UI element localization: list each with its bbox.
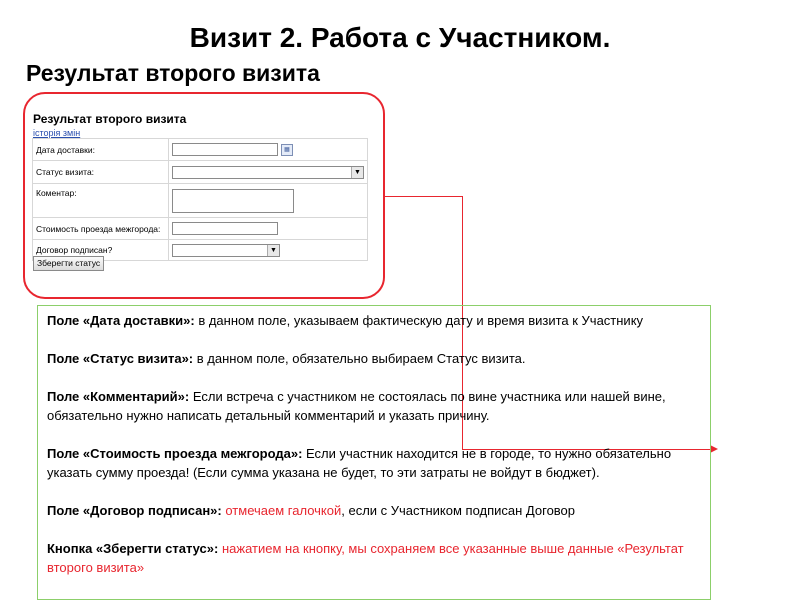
- field-label: Стоимость проезда межгорода:: [33, 218, 169, 240]
- form-title: Результат второго визита: [33, 112, 187, 126]
- history-link[interactable]: історія змін: [33, 128, 81, 138]
- chevron-down-icon: ▼: [267, 245, 279, 256]
- form-row-delivery-date: [33, 139, 368, 161]
- description-item: Кнопка «Зберегти статус»: нажатием на кнопку, мы сохраняем все указанные выше данные «Результат второго визита»: [47, 541, 684, 575]
- form-row-travel-cost: [33, 218, 368, 240]
- arrow-head-icon: [710, 445, 718, 453]
- chevron-down-icon: ▼: [351, 167, 363, 178]
- description-item: Поле «Дата доставки»: в данном поле, указываем фактическую дату и время визита к Участнику: [47, 313, 644, 328]
- form-row-visit-status: [33, 161, 368, 184]
- form-table: [32, 138, 368, 261]
- description-item: Поле «Договор подписан»: отмечаем галочкой, если с Участником подписан Договор: [47, 503, 576, 518]
- description-item: Поле «Стоимость проезда межгорода»: Если участник находится не в городе, то нужно обязательно указать сумму проезда! (Если сумма указана не будет, то эти затраты не войдут в бюджет).: [47, 446, 672, 480]
- calendar-icon[interactable]: ▦: [281, 144, 293, 156]
- form-row-comment: [33, 184, 368, 218]
- description-box: [37, 305, 711, 600]
- slide-title: Визит 2. Работа с Участником.: [189, 22, 611, 53]
- travel-cost-input[interactable]: [172, 222, 278, 235]
- field-label: Договор подписан?: [33, 240, 169, 261]
- slide-subtitle: Результат второго визита: [26, 60, 320, 86]
- contract-signed-select[interactable]: [172, 244, 280, 257]
- comment-textarea[interactable]: [172, 189, 294, 213]
- connector-line: [385, 196, 463, 197]
- description-item: Поле «Статус визита»: в данном поле, обязательно выбираем Статус визита.: [47, 351, 526, 366]
- field-label: Коментар:: [33, 184, 169, 218]
- delivery-date-input[interactable]: [172, 143, 278, 156]
- description-item: Поле «Комментарий»: Если встреча с участником не состоялась по вине участника или нашей вине, обязательно нужно написать детальный комментарий и указать причину.: [47, 389, 666, 423]
- visit-status-select[interactable]: [172, 166, 364, 179]
- save-status-button[interactable]: Зберегти статус: [33, 256, 104, 271]
- field-label: Дата доставки:: [33, 139, 169, 161]
- field-label: Статус визита:: [33, 161, 169, 184]
